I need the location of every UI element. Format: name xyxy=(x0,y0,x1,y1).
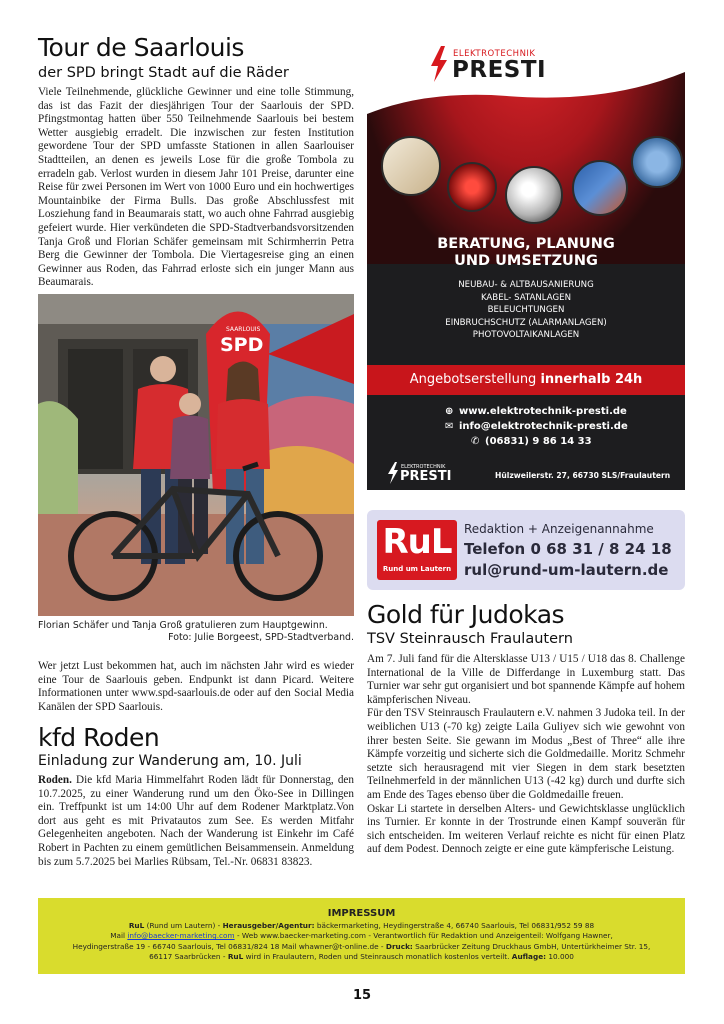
impressum-label: Herausgeber/Agentur: xyxy=(222,921,315,930)
rul-brand: RuL xyxy=(128,921,145,930)
impressum-text: Heydingerstraße 19 - 66740 Saarlouis, Tel 06831/824 18 Mail whawner@t-online.de - xyxy=(72,941,386,951)
article-title: kfd Roden xyxy=(38,723,160,752)
photo-caption xyxy=(38,620,354,644)
impressum-text: - Web www.baecker-marketing.com - Verantwortlich für Redaktion und Anzeigenteil: Wolfgang Hawner, xyxy=(234,931,613,941)
photo-sign: SPD xyxy=(220,334,264,356)
ad-brand: PRESTI xyxy=(452,57,547,83)
ad-offer-prefix: Angebotserstellung xyxy=(409,372,537,387)
rul-logo-text: RuL xyxy=(382,522,452,562)
article-text: Die kfd Maria Himmelfahrt Roden lädt für Donnerstag, den 10.7.2025, zu einer Wanderung rund um den Öko-See in Dillingen ein. Treffpunkt ist um 14:00 Uhr auf dem Rodener Marktplatz.Von dort aus geht es mit Privatautos zum See. Es werden Mitfahr Gelegenheiten angeboten. Nach der Wanderung ist Einkehr im Café Robert in Pachten zu einem gemütlichen Beisammensein. Anmeldung bis zum 5.7.2025 bei Marlies Rübsam, Tel.-Nr. 06831 83823. xyxy=(38,774,354,868)
impressum-text: bäckermarketing, Heydingerstraße 4, 66740 Saarlouis, Tel 06831/952 59 88 xyxy=(314,921,595,930)
article-subtitle: der SPD bringt Stadt auf die Räder xyxy=(38,65,289,81)
rul-logo-sub: Rund um Lautern xyxy=(382,565,452,573)
rul-contact xyxy=(464,520,682,580)
service-item: EINBRUCHSCHUTZ (ALARMANLAGEN) xyxy=(445,317,607,328)
impressum-line-1 xyxy=(38,921,685,931)
phone-icon: ✆ xyxy=(471,436,480,447)
ad-website-row xyxy=(445,404,675,419)
impressum xyxy=(38,898,685,974)
rul-line-3[interactable]: rul@rund-um-lautern.de xyxy=(464,561,669,579)
article-body xyxy=(38,774,354,869)
impressum-text: Saarbrücker Zeitung Druckhaus GmbH, Untertürkheimer Str. 15, xyxy=(412,941,651,951)
impressum-line-4 xyxy=(38,952,685,962)
ad-thumb-solar xyxy=(572,160,628,216)
ad-offer-highlight: innerhalb 24h xyxy=(540,372,643,387)
page-number: 15 xyxy=(352,988,372,1003)
globe-icon: ⊕ xyxy=(445,406,454,417)
ad-email-row xyxy=(445,419,675,434)
impressum-text: (Rund um Lautern) - xyxy=(144,921,223,930)
impressum-email-link[interactable]: info@baecker-marketing.com xyxy=(127,931,235,941)
ad-brand-small: ELEKTROTECHNIK xyxy=(453,49,536,59)
service-item: BELEUCHTUNGEN xyxy=(487,305,565,316)
service-item: PHOTOVOLTAIKANLAGEN xyxy=(472,330,580,341)
photo-sign-small: SAARLOUIS xyxy=(226,326,261,333)
impressum-text: 66117 Saarbrücken - xyxy=(149,952,228,962)
service-item: NEUBAU- & ALTBAUSANIERUNG xyxy=(458,280,594,290)
rul-logo xyxy=(377,520,457,580)
article-tour xyxy=(38,33,354,290)
caption-line-1: Florian Schäfer und Tanja Groß gratulieren zum Hauptgewinn. xyxy=(38,620,328,631)
article-kfd xyxy=(38,723,354,869)
ad-presti xyxy=(367,34,685,490)
ad-headline-1: BERATUNG, PLANUNG xyxy=(437,236,615,252)
article-title: Tour de Saarlouis xyxy=(38,33,244,62)
article-paragraph: Für den TSV Steinrausch Fraulautern e.V. nahmen 3 Judoka teil. In der weiblichen U13 (-70 kg) zeigte Laila Guliyev sich wie gewohnt von ihrer besten Seite. Sie gewann im Modus „Best of Three“ alle ihre Kämpfe vorzeitig und sicherte sich die Goldmedaille. Moritz Schmehr setzte sich herausragend mit vier Siegen in dem stark besetzten Teilnehmerfeld in der männlichen U13 (-42 kg) durch und durfte sich am Ende des Tages ebenso über die Goldmedaille freuen. xyxy=(367,707,685,801)
ad-email[interactable]: info@elektrotechnik-presti.de xyxy=(459,421,628,432)
caption-line-2: Foto: Julie Borgeest, SPD-Stadtverband. xyxy=(168,632,354,643)
ad-thumb-alarm xyxy=(447,162,497,212)
ad-footer-brand-small: ELEKTROTECHNIK xyxy=(401,464,446,470)
impressum-text: wird in Fraulautern, Roden und Steinrausch monatlich kostenlos verteilt. xyxy=(243,952,512,962)
article-paragraph: Am 7. Juli fand für die Altersklasse U13 / U15 / U18 das 8. Challenge International de la Ville de Differdange in Luxemburg statt. Das Turnier war sehr gut organisiert und bot spannende Kämpfe auf hohem kämpferischen Niveau. xyxy=(367,653,685,706)
impressum-title: IMPRESSUM xyxy=(327,908,396,919)
impressum-text: Mail xyxy=(110,931,128,941)
lightning-icon xyxy=(387,462,399,484)
rul-line-1: Redaktion + Anzeigenannahme xyxy=(464,522,654,536)
ad-phone-row xyxy=(445,434,675,449)
article-subtitle: TSV Steinrausch Fraulautern xyxy=(367,631,573,647)
ad-thumb-room xyxy=(381,136,441,196)
ad-rul xyxy=(367,510,685,590)
lightning-icon xyxy=(429,46,449,82)
impressum-line-3 xyxy=(38,942,685,952)
article-subtitle: Einladung zur Wanderung am, 10. Juli xyxy=(38,753,302,769)
rul-brand: RuL xyxy=(227,952,244,962)
article-closing: Wer jetzt Lust bekommen hat, auch im nächsten Jahr wird es wieder eine Tour de Saarlouis geben. Endpunkt ist dann Picard. Weitere Informationen unter www.spd-saarlouis.de oder auf den Social Media Kanälen der SPD Saarlouis. xyxy=(38,660,354,713)
ad-thumb-satellite xyxy=(631,136,683,188)
impressum-label: Auflage: xyxy=(511,952,547,962)
ad-address: Hülzweilerstr. 27, 66730 SLS/Fraulautern xyxy=(495,471,671,480)
article-photo xyxy=(38,294,354,616)
impressum-text: 10.000 xyxy=(546,952,574,962)
photo-scene xyxy=(38,294,354,616)
article-body: Viele Teilnehmende, glückliche Gewinner und eine tolle Stimmung, das ist das Fazit der diesjährigen Tour der Saarlouis der SPD. Pfingstmontag hatten über 550 Teilnehmende Saarlouis bei bestem Wetter ausgiebig erradelt. Die inzwischen zur festen Institution gewordene Tour der SPD umfasste Stationen in allen Saarlouiser Stadtteilen, an denen es jeweils Lose für die große Tombola zu erradeln gab. Verlost wurden in diesem Jahr 101 Preise, darunter eine Reise für zwei Personen im Wert von 1000 Euro und ein hochwertiges Mountainbike der Firma Bulls. Das große Abschlussfest mit Losziehung fand in Beaumarais statt, wo auch ohne Fahrrad ausgiebig gefeiert wurde. Hier verkündeten die SPD-Stadtverbandsvorsitzenden Tanja Groß und Florian Schäfer gemeinsam mit Schirmherrin Petra Berg die Gewinner der Tombola. Die Viertagesreise ging an einen Gewinner aus Roden, das Fahrrad erloste sich ein junger Mann aus Beaumarais. xyxy=(38,86,354,289)
article-judo xyxy=(367,600,685,857)
ad-thumb-lamp xyxy=(505,166,563,224)
ad-headline xyxy=(367,236,685,270)
ad-footer-brand: PRESTI xyxy=(400,469,452,484)
article-paragraph: Oskar Li startete in derselben Alters- und Gewichtsklasse unglücklich ins Turnier. Er konnte in der Trostrunde einen Kampf souverän für sich entscheiden. Im weiteren Verlauf reichte es nicht für einen Platz auf dem Podest. Dennoch zeigte er eine gute kämpferische Leistung. xyxy=(367,802,685,856)
ad-services xyxy=(367,279,685,342)
article-title: Gold für Judokas xyxy=(367,600,565,629)
impressum-line-2 xyxy=(38,931,685,941)
rul-line-2: Telefon 0 68 31 / 8 24 18 xyxy=(464,540,672,558)
ad-website[interactable]: www.elektrotechnik-presti.de xyxy=(459,406,627,417)
ad-headline-2: UND UMSETZUNG xyxy=(454,253,598,269)
article-body xyxy=(367,653,685,857)
article-lead: Roden. xyxy=(38,774,72,786)
ad-offer-bar xyxy=(367,365,685,395)
service-item: KABEL- SATANLAGEN xyxy=(480,292,572,303)
ad-contacts xyxy=(445,404,675,449)
ad-phone: (06831) 9 86 14 33 xyxy=(485,436,592,447)
impressum-label: Druck: xyxy=(385,941,413,951)
mail-icon: ✉ xyxy=(445,421,454,432)
